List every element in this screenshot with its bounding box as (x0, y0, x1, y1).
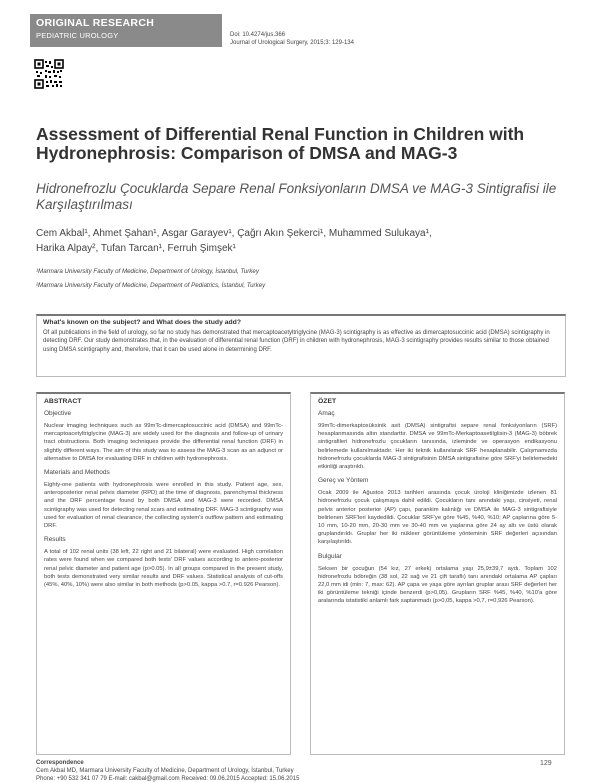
methods-heading: Materials and Methods (44, 469, 110, 477)
section-label: ORIGINAL RESEARCH (36, 17, 155, 29)
affiliation: ²Marmara University Faculty of Medicine, Department of Pediatrics, İstanbul, Turkey (36, 282, 266, 289)
methods-text: Eighty-one patients with hydronephrosis were enrolled in this study. Patient age, sex, anteroposterior renal pelvis diameter (RPD) at the time of diagnosis, parenchymal thickness and the DRF percentage found by both DMSA and MAG-3 were recorded. DMSA scintigraphy was used for detecting renal scars and estimating DRF. MAG-3 scintigraphy was used for evaluation of renal clearance, the collecting system's outflow pattern and estimating DRF. (44, 482, 283, 530)
doi-block (230, 31, 354, 47)
article-title: Assessment of Differential Renal Function in Children with Hydronephrosis: Comparison of DMSA and MAG-3 (36, 124, 525, 163)
doi-text: Doi: 10.4274/jus.366 (230, 32, 286, 38)
abstract-turkish (310, 392, 565, 755)
objective-text: Nuclear imaging techniques such as 99mTc-dimercaptosuccinic acid (DMSA) and 99mTc-mercaptoacetyltriglycine (MAG-3) are widely used for the diagnosis and follow-up of urinary tract obstructions. Both imaging techniques provide the differential renal function (DRF) in slightly different ways. The aim of this study was to assess the MAG-3 scan as an adjunct or alternative to DMSA for evaluating DRF in children with hydronephrosis. (44, 423, 283, 462)
citation-text: Journal of Urological Surgery, 2015;3: 129-134 (230, 40, 354, 46)
known-box (36, 314, 566, 377)
author-list (36, 226, 566, 256)
gerec-heading: Gereç ve Yöntem (318, 477, 369, 485)
bulgular-heading: Bulgular (318, 552, 342, 560)
known-box-title: What's known on the subject? and What does the study add? (43, 319, 241, 326)
results-text: A total of 102 renal units (38 left, 22 right and 21 bilateral) were evaluated. High correlation rates were found when we compared both tests' DRF values according to antero-posterior renal pelvic diameter and patient age (p>0.05). In all groups compared in the present study, both tests demonstrated very similar results and DRF values. Statistical analysis of cut-offs (45%, 40%, 10%) were also similar in both methods (p>0.05, kappa >0.7, r=0.926 Pearson). (44, 549, 283, 589)
author-line: Cem Akbal¹, Ahmet Şahan¹, Asgar Garayev¹, Çağrı Akın Şekerci¹, Muhammed Sulukaya¹, (36, 228, 432, 239)
objective-heading: Objective (44, 410, 72, 417)
amac-text: 99mTc-dimerkaptosüksinik asit (DMSA) sintigrafisi separe renal fonksiyonların (SRF) hesaplanmasında altın standarttır. DMSA ve 99mTc-Merkaptoasetilglisin-3 (MAG-3) böbrek sintigrafileri hidronefrozlu çocukların tanısında, izleminde ve operasyon endikasyonu belirlemede kullanılmaktadır. Her iki teknik kullanılarak SRF hesaplanabilir. Çalışmamızda hidronefrozlu çocuklarda MAG-3 sintigrafisinin DMSA sintigrafisine göre SRF'yi belirlemedeki etkinliği araştırıldı. (318, 423, 557, 471)
correspondence-line: Cem Akbal MD, Marmara University Faculty of Medicine, Department of Urology, İstanbul, Turkey (36, 768, 294, 774)
abstract-heading: ABSTRACT (44, 398, 82, 405)
abstract-english (36, 392, 291, 755)
section-header-box (30, 14, 222, 47)
author-line: Harika Alpay², Tufan Tarcan¹, Ferruh Şimşek¹ (36, 243, 236, 254)
qr-code-icon (34, 59, 64, 89)
bulgular-text: Seksen bir çocuğun (54 kız, 27 erkek) ortalama yaşı 25,9±39,7 aydı. Toplam 102 hidronefrozlu böbreğin (38 sol, 22 sağ ve 21 çift taraflı) tanı anındaki ortalama AP çapları 22,0 mm idi (min: 7, max: 62). AP çapa ve yaşa göre ayrılan gruplar arası SRF değerleri her iki görüntüleme tekniği içinde benzerdi (p>0,05). Grupların SRF %45, %40, %10'a göre aralarında istatistiki anlamlı fark saptanmadı (p>0,05, kappa >0,7, r=0,926 Pearson). (318, 565, 557, 605)
results-heading: Results (44, 536, 66, 544)
ozet-heading: ÖZET (318, 398, 337, 405)
correspondence-line: Phone: +90 532 341 07 79 E-mail: cakbal@gmail.com Received: 09.06.2015 Accepted: 15.06.2015 (36, 776, 300, 782)
known-box-body: Of all publications in the field of urology, so far no study has demonstrated that mercaptoacetyltriglycine (MAG-3) scintigraphy is as effective as dimercaptosuccinic acid (DMSA) scintigraphy in detecting DRF. Our study demonstrates that, in the evaluation of differential renal function (DRF) in children with hydronephrosis, MAG-3 scintigraphy provides results similar to those obtained using DMSA scintigraphy and, therefore, that it can be used alone in determining DRF. (43, 330, 550, 353)
gerec-text: Ocak 2009 ile Ağustos 2013 tarihleri arasında çocuk üroloji kliniğimizde izlenen 81 hidronefrozlu çocuk çalışmaya dahil edildi. Çocukların tanı anındaki yaşı, cinsiyeti, renal pelvis anterior posterior (AP) çapı, parankim kalınlığı ve DMSA ile MAG-3 sintigrafisiyle belirlenen SRF'leri kaydedildi. Çocuklar SRF'ye göre %45, %40, %10; AP çaplarına göre 5-10 mm, 10-20 mm, 20-30 mm ve 30-40 mm ve yaşlarına göre 24 ay altı ve üstü olarak gruplandırıldı. Gruplar her iki nükleer görüntüleme yönteminin SRF değerleri açısından karşılaştırıldı. (318, 490, 557, 546)
correspondence-block (36, 759, 299, 782)
correspondence-heading: Correspondence (36, 760, 84, 766)
amac-heading: Amaç (318, 410, 335, 417)
affiliation: ¹Marmara University Faculty of Medicine, Department of Urology, İstanbul, Turkey (36, 268, 259, 275)
subsection-label: PEDIATRIC UROLOGY (36, 31, 119, 40)
article-subtitle-turkish: Hidronefrozlu Çocuklarda Separe Renal Fonksiyonların DMSA ve MAG-3 Sintigrafisi ile Karşılaştırılması (36, 181, 557, 212)
page-number: 129 (540, 760, 552, 767)
